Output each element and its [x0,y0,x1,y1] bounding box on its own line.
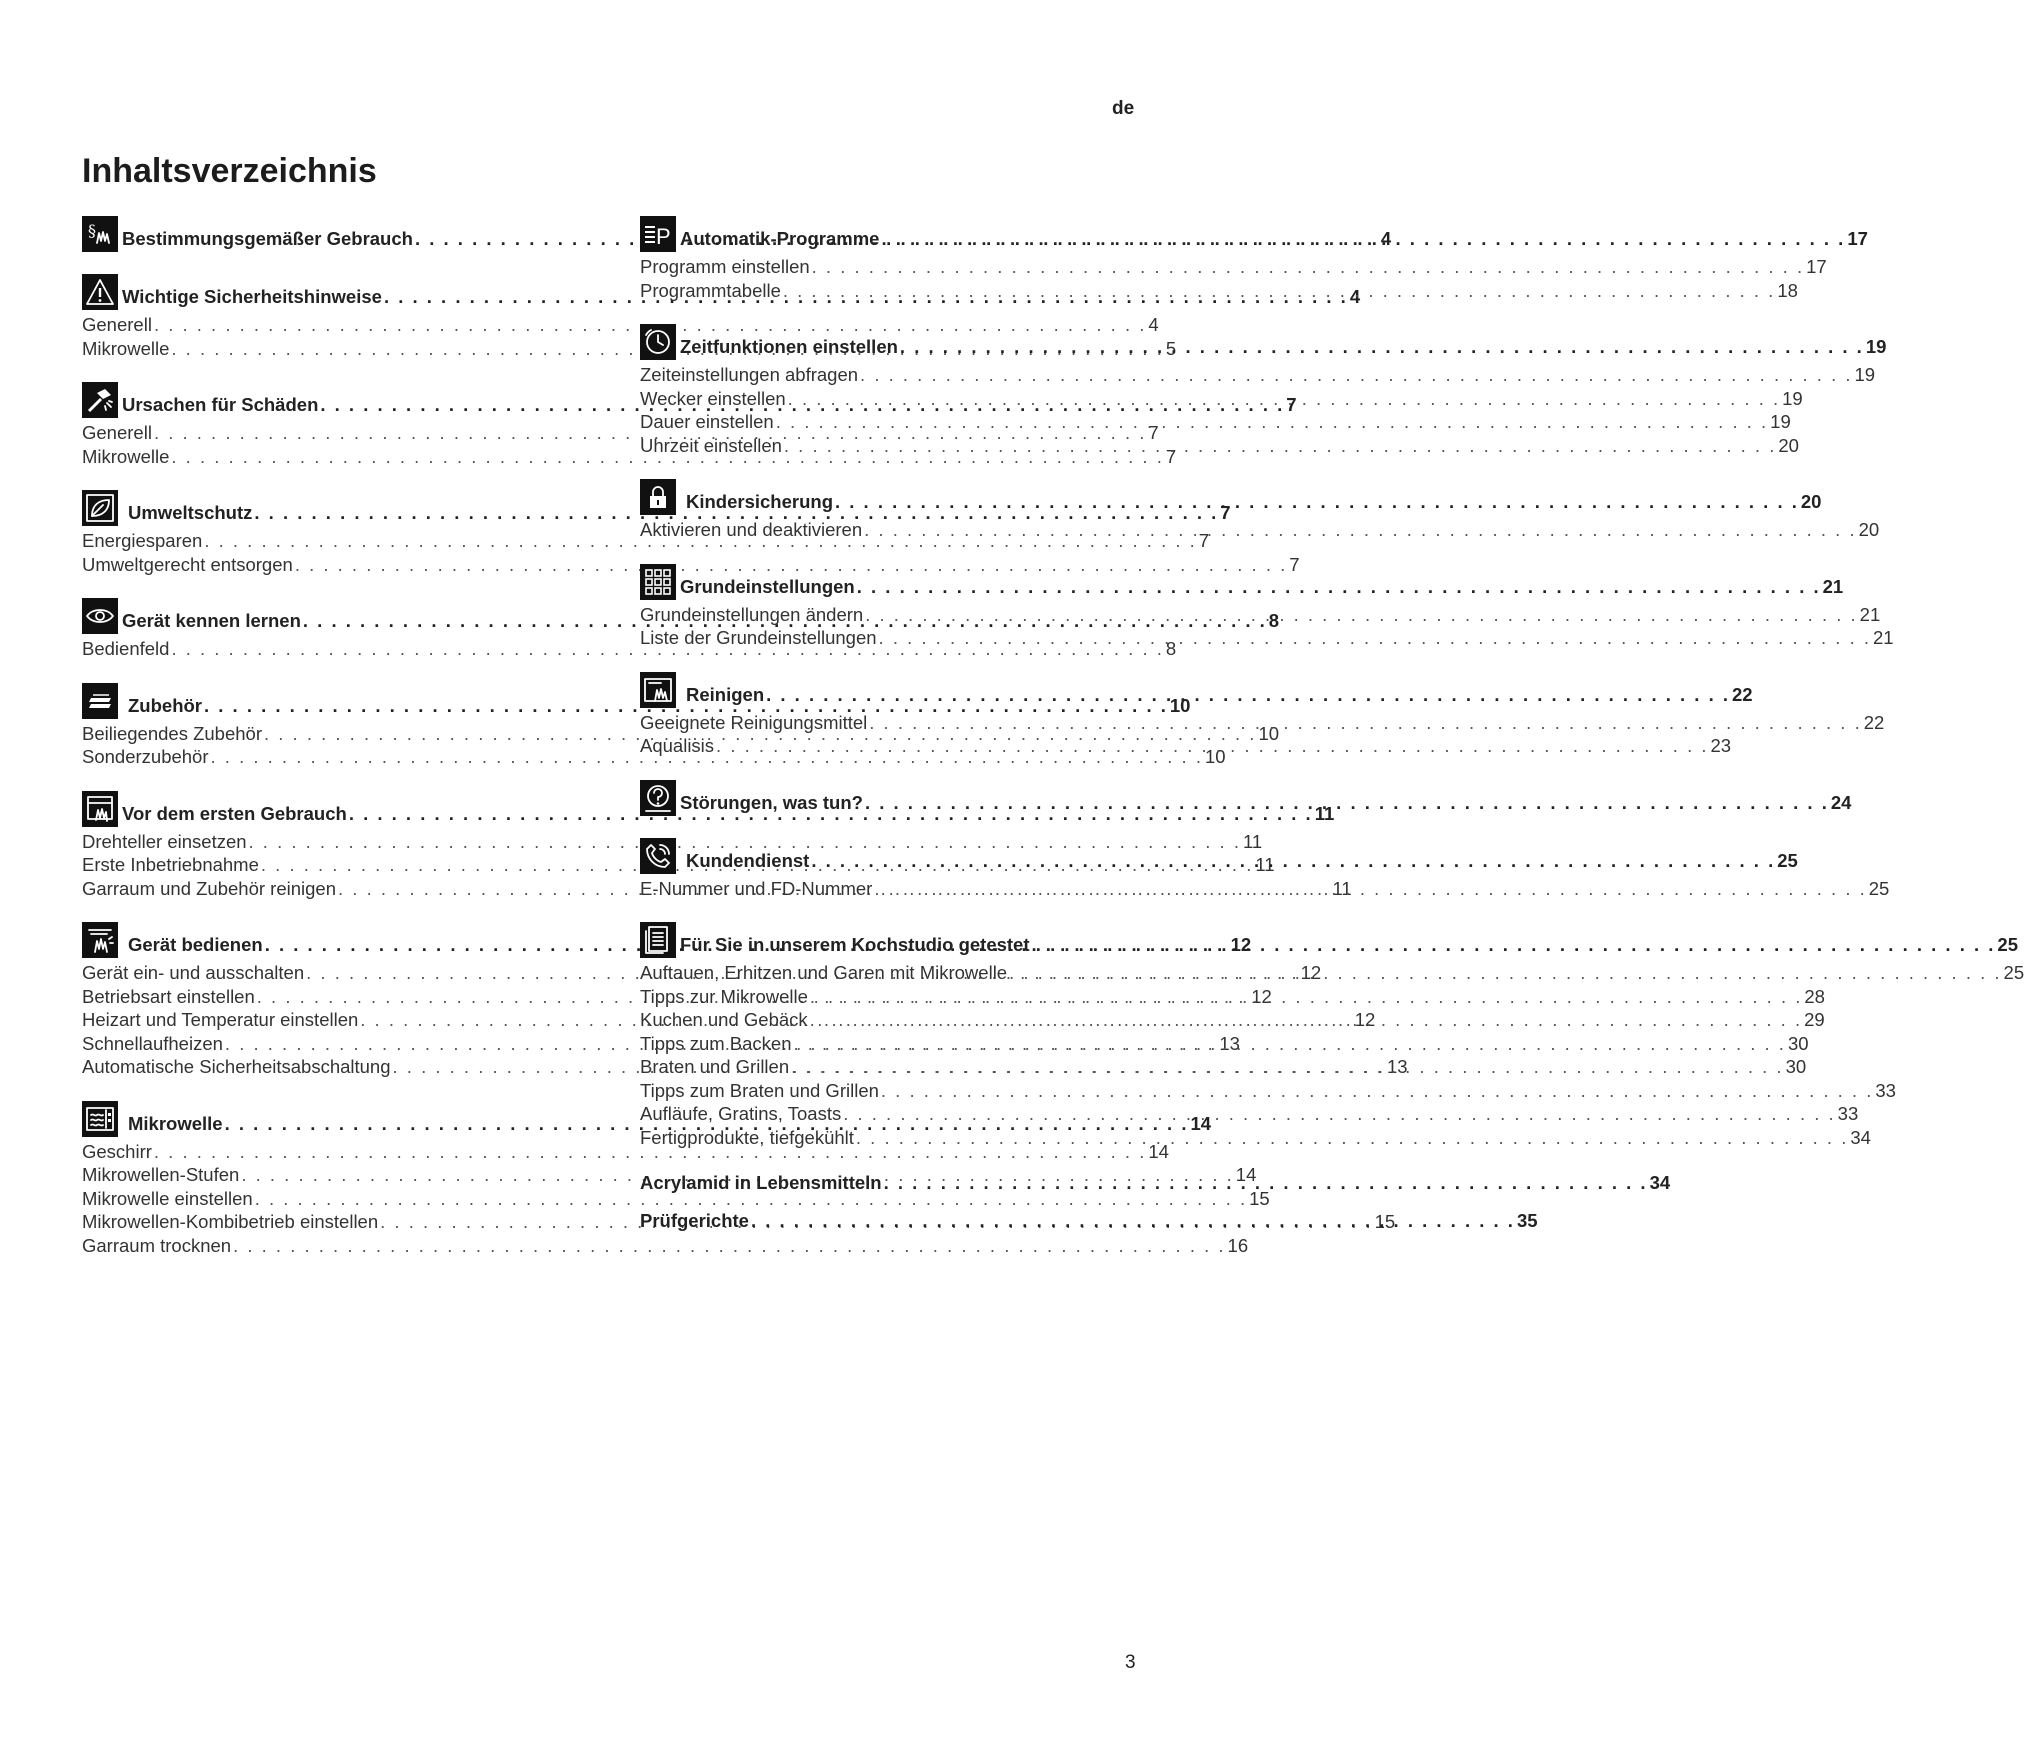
toc-entry-page: 30 [1787,1032,1809,1054]
toc-entry-page: 17 [1806,256,1827,277]
svg-text:§: § [88,221,96,240]
toc-entry-label: Grundeinstellungen ändern [640,603,864,625]
toc-entry-label: Beiliegendes Zubehör [82,722,262,744]
toc-section [640,324,1887,457]
toc-entry-label: Mikrowelle einstellen [82,1187,253,1209]
eye-icon [82,598,118,634]
toc-entry-page: 28 [1804,985,1825,1007]
toc-heading-title: Vor dem ersten Gebrauch [122,802,347,824]
toc-entry-page: 11 [1242,830,1263,852]
toc-entry[interactable] [82,830,1263,854]
leader-dots [1009,961,2001,985]
toc-entry[interactable] [640,1126,1871,1150]
toc-heading-page: 7 [1220,502,1231,523]
lock-icon [640,479,676,515]
toc-entry-page: 25 [2003,962,2024,983]
toc-entry-page: 34 [1850,1126,1871,1148]
toc-entry-page: 30 [1785,1056,1807,1077]
toc-entry-page: 15 [1374,1211,1396,1232]
toc-entry-label: Programm einstellen [640,256,810,277]
leader-dots [900,335,1864,359]
toc-entry-label: Bedienfeld [82,638,170,659]
toc-heading[interactable] [640,216,1868,252]
toc-entry-label: Mikrowelle [82,337,170,359]
toc-entry-page: 11 [1332,877,1352,899]
leader-dots [864,518,1856,542]
page-number: 3 [1125,1652,1136,1673]
toc-entry-page: 7 [1289,553,1300,575]
leader-dots [869,711,1861,735]
toc-entry-label: Schnellaufheizen [82,1032,223,1054]
toc-heading[interactable] [640,324,1887,360]
toc-entry-page: 5 [1165,337,1177,359]
toc-entry[interactable] [640,255,1827,279]
toc-entry-page: 20 [1778,434,1799,456]
toc-entry-page: 21 [1873,627,1894,648]
leader-dots [810,1008,1802,1032]
toc-entry-label: Energiesparen [82,530,203,551]
toc-entry-label: Tipps zur Mikrowelle [640,985,808,1007]
toc-entry-label: Erste Inbetriebnahme [82,854,259,875]
toc-entry[interactable] [640,279,1798,303]
toc-entry-page: 20 [1858,519,1880,540]
toc-heading-page: 35 [1516,1210,1538,1231]
toc-heading-title: Kundendienst [686,849,810,871]
toc-heading-title: Wichtige Sicherheitshinweise [122,286,382,307]
microwave-icon [82,1101,118,1137]
toc-entry-label: Garraum und Zubehör reinigen [82,877,337,899]
toc-heading-title: Prüfgerichte [640,1210,749,1231]
leader-dots [879,626,1871,650]
phone-icon [640,838,676,874]
toc-entry-page: 22 [1863,711,1885,733]
toc-entry-page: 8 [1165,638,1177,659]
toc-entry-page: 33 [1875,1079,1896,1101]
toc-heading-page: 17 [1847,228,1868,249]
grid-settings-icon [640,564,676,600]
leader-dots [874,877,1866,901]
toc-entry-page: 23 [1710,735,1732,756]
toc-entry-label: Uhrzeit einstellen [640,434,782,456]
toc-entry-page: 10 [1204,746,1226,767]
leader-dots [835,490,1799,514]
toc-entry-label: Mikrowellen-Stufen [82,1164,240,1185]
toc-entry-label: Generell [82,314,152,335]
toc-entry-page: 12 [1251,985,1272,1007]
toc-entry-page: 16 [1227,1234,1249,1256]
leaf-icon [82,490,118,526]
toc-entry-label: Gerät ein- und ausschalten [82,962,305,983]
leader-dots [881,227,1845,251]
toc-entry-page: 7 [1148,422,1159,443]
toc-entry-label: Fertigprodukte, tiefgekühlt [640,1126,854,1148]
leader-dots [811,849,1775,873]
toc-heading-page: 25 [1777,849,1798,871]
leader-dots [788,387,1780,411]
leader-dots [884,1171,1648,1195]
toc-heading-page: 12 [1230,934,1252,955]
leader-dots [843,1102,1835,1126]
toc-entry-label: Mikrowelle [82,445,170,467]
toc-heading-title: Grundeinstellungen [680,575,855,597]
toc-entry[interactable] [82,553,1300,577]
toc-heading[interactable] [640,564,1844,600]
toc-entry-label: Programmtabelle [640,279,781,301]
leader-dots [791,1055,1783,1079]
toc-entry-label: Tipps zum Braten und Grillen [640,1079,879,1101]
toc-entry[interactable] [640,363,1876,387]
toc-entry-page: 13 [1219,1032,1240,1054]
leader-dots [716,734,1708,758]
toc-entry-label: Liste der Grundeinstellungen [640,627,877,648]
toc-entry-label: Braten und Grillen [640,1056,790,1077]
leader-dots [783,279,1775,303]
toc-heading-title: Gerät bedienen [128,934,263,955]
toc-entry-label: Auftauen, Erhitzen und Garen mit Mikrowelle [640,962,1008,983]
toc-entry-page: 14 [1148,1140,1169,1162]
toc-entry-page: 19 [1854,364,1876,385]
toc-entry-label: Wecker einstellen [640,387,786,409]
toc-entry-label: Betriebsart einstellen [82,985,255,1007]
hammer-damage-icon [82,382,118,418]
toc-entry-page: 12 [1354,1009,1376,1030]
leader-dots [881,1079,1873,1103]
cleaning-hand-icon [640,672,676,708]
toc-entry-label: Generell [82,422,152,443]
toc-entry[interactable] [640,410,1791,434]
leader-dots [794,1032,1786,1056]
toc-heading-title: Störungen, was tun? [680,791,863,813]
toc-entry-label: E-Nummer und FD-Nummer [640,877,873,899]
toc-heading-page: 11 [1314,802,1335,824]
toc-entry[interactable] [82,1234,1249,1258]
leader-dots [1032,933,1996,957]
leader-dots [865,603,1857,627]
toc-entry-label: Geeignete Reinigungsmittel [640,711,868,733]
toc-entry-label: Aqualisis [640,735,715,756]
toc-entry-label: Garraum trocknen [82,1234,232,1256]
page-title: Inhaltsverzeichnis [82,152,377,190]
toc-entry[interactable] [82,1140,1169,1164]
leader-dots [766,683,1730,707]
toc-heading-page: 8 [1268,610,1280,631]
toc-heading-title: Mikrowelle [128,1112,223,1134]
toc-entry-label: Heizart und Temperatur einstellen [82,1009,359,1030]
toc-entry-page: 10 [1258,722,1280,744]
warning-triangle-icon [82,274,118,310]
question-icon [640,780,676,816]
toc-heading-page: 4 [1380,228,1392,249]
toc-entry[interactable] [640,603,1881,627]
leader-dots [812,255,1804,279]
paragraph-hand-icon [82,216,118,252]
toc-entry-page: 33 [1837,1103,1859,1124]
leader-dots [856,1126,1848,1150]
toc-entry-label: Sonderzubehör [82,746,209,767]
toc-entry[interactable] [640,434,1799,458]
toc-entry-page: 19 [1770,411,1791,432]
toc-heading-page: 20 [1800,491,1822,512]
toc-entry-label: Aktivieren und deaktivieren [640,519,863,540]
toc-entry-label: Aufläufe, Gratins, Toasts [640,1103,842,1124]
toc-heading-page: 10 [1169,694,1191,716]
toc-entry[interactable] [640,626,1894,650]
toc-heading-title: Reinigen [686,683,765,705]
leader-dots [776,410,1768,434]
toc-entry[interactable] [640,1079,1896,1103]
toc-entry-page: 12 [1300,962,1322,983]
clock-icon [640,324,676,360]
leader-dots [857,575,1821,599]
toc-heading[interactable] [640,479,1822,515]
toc-entry-page: 7 [1165,445,1177,467]
toc-entry-label: Mikrowellen-Kombibetrieb einstellen [82,1211,379,1232]
toc-heading-page: 25 [1997,934,2018,955]
toc-heading-title: Kindersicherung [686,491,833,512]
accessories-icon [82,683,118,719]
toc-entry-page: 25 [1868,877,1890,899]
leader-dots [784,434,1776,458]
leader-dots [860,363,1852,387]
toc-entry-label: Dauer einstellen [640,411,774,432]
toc-entry-page: 14 [1235,1164,1257,1185]
toc-heading-page: 19 [1865,336,1887,357]
toc-heading-title: Umweltschutz [128,502,253,523]
toc-entry-label: Zeiteinstellungen abfragen [640,364,859,385]
leader-dots [865,791,1829,815]
toc-heading-page: 34 [1649,1172,1671,1193]
toc-entry-page: 18 [1777,279,1798,301]
operate-hand-icon [82,922,118,958]
toc-entry-label: Automatische Sicherheitsabschaltung [82,1056,391,1077]
toc-section [640,564,1894,650]
toc-heading-title: Acrylamid in Lebensmitteln [640,1172,882,1193]
toc-heading-page: 7 [1286,394,1297,415]
toc-section [640,479,1880,542]
toc-heading-page: 21 [1822,575,1844,597]
auto-program-icon [640,216,676,252]
toc-entry[interactable] [82,313,1159,337]
leader-dots [751,1209,1515,1233]
toc-section [640,216,1868,302]
toc-entry-page: 11 [1255,854,1275,875]
toc-entry-label: Tipps zum Backen [640,1032,792,1054]
leader-dots [810,985,1802,1009]
first-use-icon [82,791,118,827]
toc-entry[interactable] [82,1187,1270,1211]
toc-entry-page: 4 [1148,314,1159,335]
toc-entry-page: 15 [1249,1187,1270,1209]
toc-entry-page: 13 [1386,1056,1408,1077]
svg-text:P: P [656,224,671,249]
toc-entry[interactable] [640,387,1803,411]
toc-entry-page: 21 [1859,603,1881,625]
toc-heading-title: Für Sie in unserem Kochstudio getestet [680,934,1030,955]
toc-entry-page: 29 [1804,1009,1825,1030]
toc-entry-label: Umweltgerecht entsorgen [82,553,293,575]
toc-entry-label: Kuchen und Gebäck [640,1009,808,1030]
document-icon [640,922,676,958]
toc-entry-page: 19 [1782,387,1803,409]
toc-entry-label: Drehteller einsetzen [82,830,247,852]
toc-heading-title: Zeitfunktionen einstellen [680,336,898,357]
toc-heading-page: 22 [1732,683,1753,705]
toc-heading-page: 14 [1190,1112,1212,1134]
toc-heading-page: 4 [1349,286,1361,307]
toc-heading-title: Ursachen für Schäden [122,394,319,415]
toc-entry-label: Geschirr [82,1140,152,1162]
language-code: de [1112,98,1135,119]
toc-heading-title: Bestimmungsgemäßer Gebrauch [122,228,413,249]
toc-heading-title: Gerät kennen lernen [122,610,301,631]
toc-heading-title: Zubehör [128,694,202,716]
toc-entry-page: 7 [1198,530,1210,551]
toc-heading-title: Automatik-Programme [680,228,880,249]
toc-heading-page: 24 [1830,791,1852,813]
toc-entry[interactable] [640,518,1880,542]
